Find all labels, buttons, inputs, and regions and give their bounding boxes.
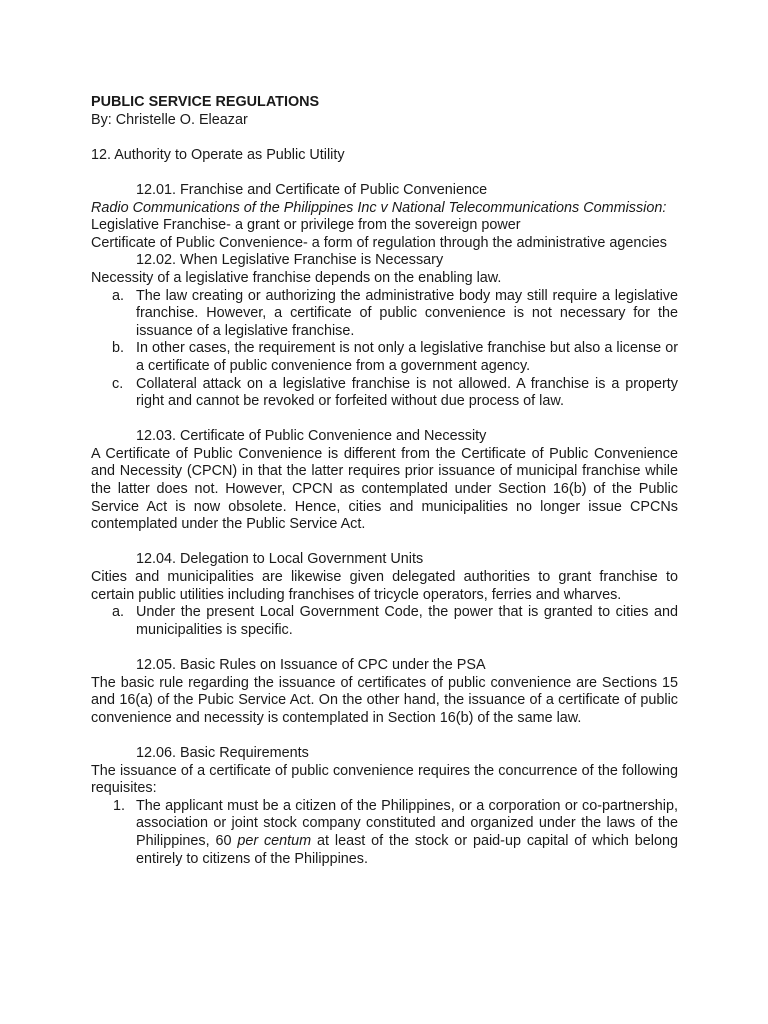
list-item [91,288,678,341]
list-item-text: The applicant must be a citizen of the Philippines, or a corporation or co-partnership, association or joint stock company constituted and organized under the laws of the Philippines, 60 [136,797,678,849]
section-body-12-04: Cities and municipalities are likewise given delegated authorities to grant franchise to certain public utilities including franchises of tricycle operators, ferries and wharves. [91,569,678,603]
section-heading-12-01: 12.01. Franchise and Certificate of Public Convenience [136,181,488,198]
section-heading-12-06: 12.06. Basic Requirements [136,744,309,761]
list-marker: a. [112,604,125,621]
section-body-12-03: A Certificate of Public Convenience is different from the Certificate of Public Convenience and Necessity (CPCN) in that the latter requires prior issuance of municipal franchise while the latter does not. However, CPCN as contemplated under Section 16(b) of the Public Service Act is now obsolete. Hence, cities and municipalities no longer issue CPCNs contemplated under the Public Service Act. [91,445,678,533]
section-heading-12-05: 12.05. Basic Rules on Issuance of CPC under the PSA [136,657,486,673]
list-marker: c. [112,375,124,392]
list-12-02 [91,288,678,411]
list-marker: 1. [113,797,126,814]
section-heading-12-02: 12.02. When Legislative Franchise is Necessary [136,252,444,269]
section-body-12-06: The issuance of a certificate of public convenience requires the concurrence of the following requisites: [91,762,678,797]
list-12-04 [91,604,678,639]
document-title: PUBLIC SERVICE REGULATIONS [91,94,320,110]
list-item [91,340,678,375]
list-item [91,798,678,868]
list-item [91,604,678,639]
list-item-text: In other cases, the requirement is not only a legislative franchise but also a license or a certificate of public convenience from a government agency. [136,340,678,374]
list-item-text: The law creating or authorizing the administrative body may still require a legislative franchise. However, a certificate of public convenience is not necessary for the issuance of a legislative franchise. [136,287,678,339]
section-intro-12-02: Necessity of a legislative franchise depends on the enabling law. [91,269,502,286]
list-marker: a. [112,287,125,304]
document-author: By: Christelle O. Eleazar [91,111,248,128]
list-12-06 [91,798,678,868]
section-heading-12-04: 12.04. Delegation to Local Government Units [136,551,424,568]
section-heading-12-03: 12.03. Certificate of Public Convenience and Necessity [136,428,487,445]
list-item [91,376,678,411]
list-item-text: Collateral attack on a legislative franchise is not allowed. A franchise is a property right and cannot be revoked or forfeited without due process of law. [136,375,678,410]
list-marker: b. [112,340,125,357]
definition-legislative-franchise: Legislative Franchise- a grant or privilege from the sovereign power [91,217,521,234]
list-item-text-continued: at least of the stock or paid-up capital of which belong entirely to citizens of the Philippines. [136,832,678,867]
document-body [91,94,678,868]
list-item-text: Under the present Local Government Code, the power that is granted to cities and municipalities is specific. [136,604,678,638]
chapter-heading: 12. Authority to Operate as Public Utility [91,146,345,163]
list-item-italic-text: per centum [237,832,312,849]
case-citation: Radio Communications of the Philippines Inc v National Telecommunications Commission: [91,199,667,216]
section-body-12-05: The basic rule regarding the issuance of certificates of public convenience are Sections 15 and 16(a) of the Pubic Service Act. On the other hand, the issuance of a certificate of public convenience and necessity is contemplated in Section 16(b) of the same law. [91,674,678,726]
definition-certificate: Certificate of Public Convenience- a form of regulation through the administrative agencies [91,234,667,251]
